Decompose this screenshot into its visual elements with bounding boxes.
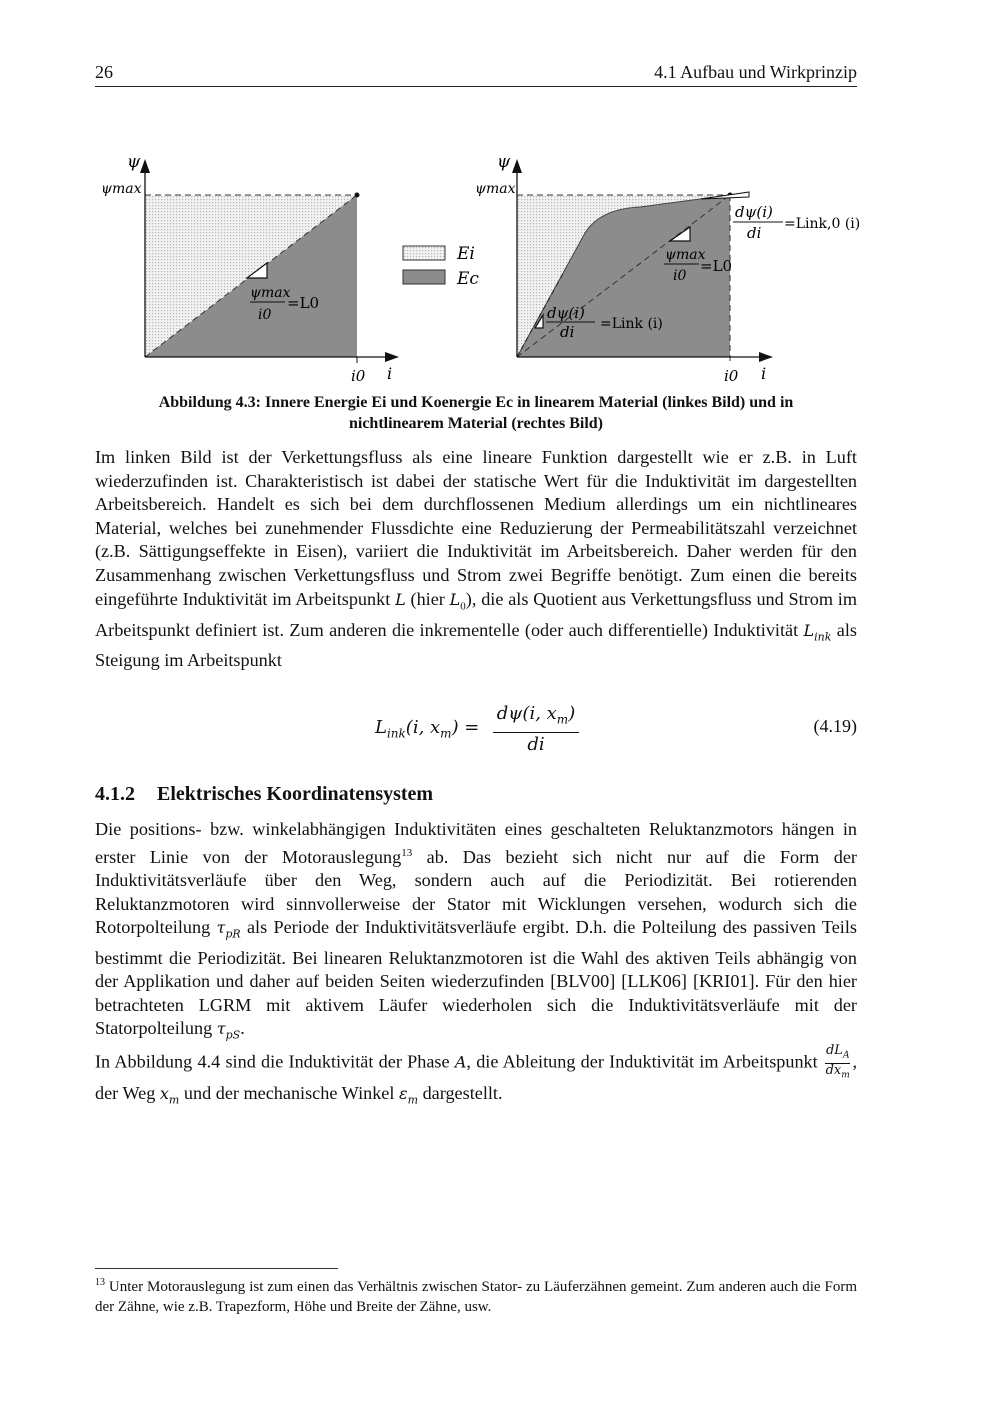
paragraph-1: Im linken Bild ist der Verkettungsfluss als eine lineare Funktion dargestellt wie er z.B. in Luft wiederzufinden ist. Charakteristisch ist dabei der statische Wert für die Induktivität im dargestellten Arbeitsbereich. Handelt es sich bei dem durchflossenen Medium allerdings um ein nichtlineares Material, welches bei zunehmender Flussdichte eine Reduzierung der Permeabilitätszahl verzeichnet (z.B. Sättigungseffekte in Eisen), variiert die Induktivität im Arbeitsbereich. Daher werden für den Zusammenhang zwischen Verkettungsfluss und Strom zwei Begriffe benötigt. Zum einen die bereits eingeführte Induktivität im Arbeitspunkt L (hier $L_0$), die als Quotient aus Verkettungsfluss und Strom im Arbeitspunkt definiert ist. Zum anderen die inkrementelle (oder auch differentielle) Induktivität $L_{ink}$ als Steigung im Arbeitspunkt <box>95 447 857 671</box>
right-y-arrow <box>512 159 522 173</box>
right-diagram <box>475 152 860 385</box>
left-x-arrow <box>385 352 399 362</box>
legend-Ei-label: Ei <box>457 244 475 264</box>
running-title: 4.1 Aufbau und Wirkprinzip <box>654 62 857 82</box>
footnote-rule <box>95 1268 338 1269</box>
right-low-eq: =Link (i) <box>600 316 663 332</box>
right-y-label: ψ <box>497 152 511 172</box>
right-low-den: di <box>560 323 575 341</box>
legend-Ec-label: Ec <box>457 269 479 289</box>
page-header <box>95 60 857 87</box>
dLA-dxm-fraction: $\frac{dL_A}{dx_m}$ <box>825 1043 850 1081</box>
paragraph-2: Die positions- bzw. winkelabhängigen Induktivitäten eines geschalteten Reluktanzmotors hängen in erster Linie von der Motorauslegung$^{13}$ ab. Das bezieht sich nicht nur auf die Form der Induktivitätsverläufe über den Weg, sondern auch auf die Periodizität. Bei rotierenden Reluktanzmotoren wird sinnvollerweise der Stator mit Wicklungen versehen, wodurch sich die Rotorpolteilung $\tau_{pR}$ als Periode der Induktivitätsverläufe ergibt. D.h. die Polteilung des passiven Teils bestimmt die Periodizität. Bei linearen Reluktanzmotoren ist die Wahl des aktiven Teils abhängig von der Applikation und daher auf beiden Seiten wiederzufinden [BLV00] [LLK06] [KRI01]. Für den hier betrachteten LGRM mit aktivem Läufer wiederholen sich die Induktivitätsverläufe mit der Statorpolteilung $\tau_{pS}$. <box>95 819 857 1043</box>
left-i0-label: i0 <box>351 367 366 385</box>
right-x-arrow <box>759 352 773 362</box>
left-y-arrow <box>140 159 150 173</box>
legend <box>403 244 479 289</box>
paragraph-3: In Abbildung 4.4 sind die Induktivität der Phase A, die Ableitung der Induktivität im Arbeitspunkt $\frac{dL_A}{dx_m}$ , der Weg $x_m$ und der mechanische Winkel $\varepsilon_m$ dargestellt. <box>95 1043 857 1107</box>
page-number: 26 <box>95 62 113 82</box>
equation-number: (4.19) <box>813 716 857 736</box>
right-mid-eq: =L0 <box>700 257 733 275</box>
left-diagram <box>101 152 399 385</box>
equation-4-19: $L_{ink}(i$, $x_m$) = dψ(i, $x_m$) di (4.19) <box>375 703 857 755</box>
right-top-den: di <box>747 224 762 242</box>
caption-line-1: Abbildung 4.3: Innere Energie Ei und Koenergie Ec in linearem Material (linkes Bild) und in <box>158 394 794 411</box>
left-x-label: i <box>387 364 393 383</box>
right-top-num: dψ(i) <box>735 203 773 221</box>
left-slope-den: i0 <box>258 307 272 323</box>
right-x-label: i <box>761 364 767 383</box>
left-operating-point <box>355 193 360 198</box>
right-mid-den: i0 <box>673 268 687 284</box>
legend-Ec-swatch <box>403 270 445 284</box>
left-slope-num: ψmax <box>250 285 291 301</box>
right-mid-num: ψmax <box>665 247 706 263</box>
right-low-num: dψ(i) <box>547 304 585 322</box>
legend-Ei-swatch <box>403 246 445 260</box>
left-ymax-label: ψmax <box>101 181 142 197</box>
figure-caption <box>95 392 857 434</box>
right-ymax-label: ψmax <box>475 181 516 197</box>
footnote-ref: 13 <box>401 846 413 859</box>
footnote-13: $^{13}$ Unter Motorauslegung ist zum einen das Verhältnis zwischen Stator- zu Läuferzähnen gemeint. Zum anderen auch die Form der Zähne, wie z.B. Trapezform, Höhe und Breite der Zähne, usw. <box>95 1277 857 1315</box>
left-slope-eq: =L0 <box>287 294 320 312</box>
caption-line-2: nichtlinearem Material (rechtes Bild) <box>348 415 603 432</box>
figure-4-3 <box>95 145 885 390</box>
section-heading: 4.1.2 Elektrisches Koordinatensystem <box>95 783 434 805</box>
left-y-label: ψ <box>127 152 141 172</box>
right-top-eq: =Link,0 (i) <box>784 216 861 232</box>
right-i0-label: i0 <box>724 367 739 385</box>
